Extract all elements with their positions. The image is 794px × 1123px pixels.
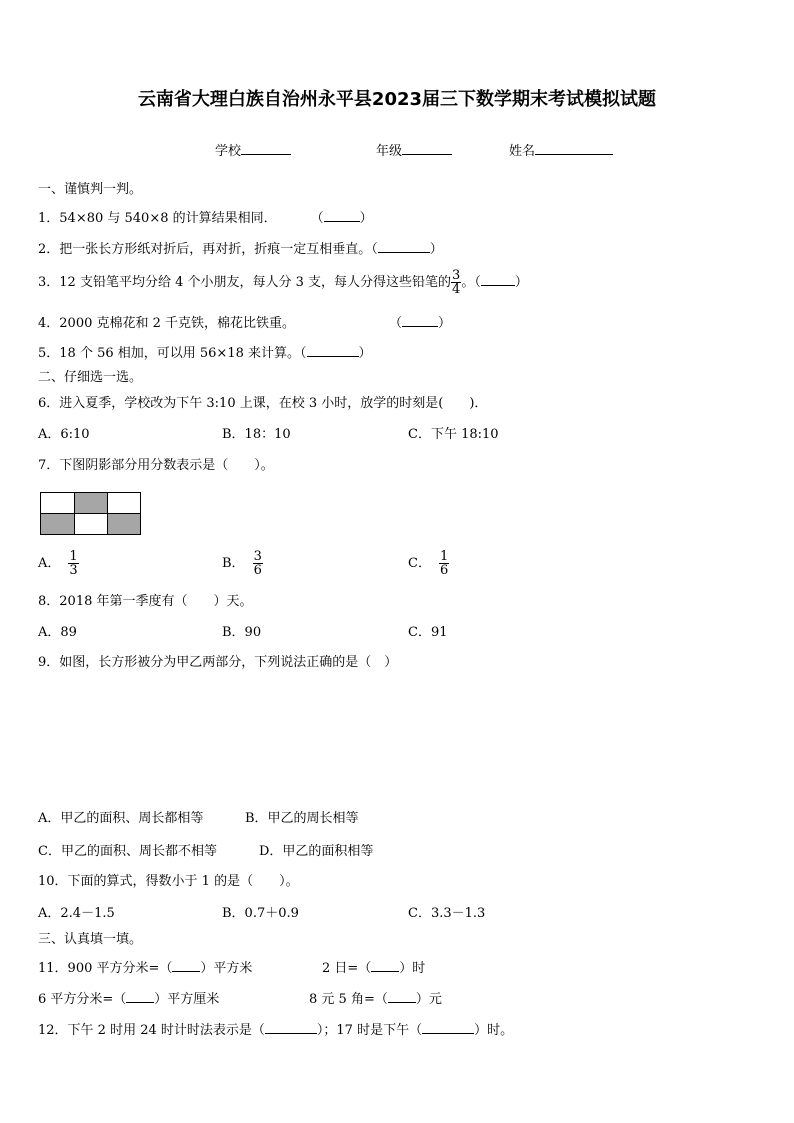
option-8c[interactable]: C．91 xyxy=(408,625,448,640)
grid-cell-shaded xyxy=(107,514,140,534)
option-7c[interactable]: C． $\frac{1}{6}$ xyxy=(408,549,449,578)
option-9d[interactable]: D．甲乙的面积相等 xyxy=(259,844,374,859)
answer-blank-3[interactable] xyxy=(481,272,515,286)
answer-blank-12a[interactable] xyxy=(265,1020,317,1034)
grid-cell xyxy=(107,493,140,513)
answer-blank-5[interactable] xyxy=(307,343,359,357)
answer-blank-11c[interactable] xyxy=(126,989,154,1003)
name-field[interactable] xyxy=(509,141,613,160)
question-7-text: 7．下图阴影部分用分数表示是（ ）。 xyxy=(38,458,274,473)
grade-field[interactable] xyxy=(376,141,452,160)
option-10a[interactable]: A．2.4－1.5 xyxy=(38,906,115,921)
grade-blank[interactable] xyxy=(402,141,452,155)
question-3-text: 3．12 支铅笔平均分给 4 个小朋友，每人分 3 支，每人分得这些铅笔的 xyxy=(38,275,452,290)
question-4-text: 4．2000 克棉花和 2 千克铁，棉花比铁重。 xyxy=(38,316,296,331)
grade-label: 年级 xyxy=(376,144,403,159)
question-5-text: 5．18 个 56 相加，可以用 56×18 来计算。（ xyxy=(38,346,307,361)
option-9c[interactable]: C．甲乙的面积、周长都不相等 xyxy=(38,844,217,859)
question-9-text: 9．如图，长方形被分为甲乙两部分，下列说法正确的是（ ） xyxy=(38,655,398,670)
question-11-part-2: 2 日=（ ）时 xyxy=(322,958,425,977)
answer-blank-12b[interactable] xyxy=(422,1020,474,1034)
answer-blank-2[interactable] xyxy=(378,239,430,253)
section-heading-1: 一、谨慎判一判。 xyxy=(38,182,143,197)
option-9a[interactable]: A．甲乙的面积、周长都相等 xyxy=(38,811,204,826)
answer-blank-11b[interactable] xyxy=(371,958,399,972)
answer-blank-11d[interactable] xyxy=(388,989,416,1003)
grid-cell-shaded xyxy=(41,514,74,534)
option-6b[interactable]: B．18：10 xyxy=(222,427,291,442)
question-8-text: 8．2018 年第一季度有（ ）天。 xyxy=(38,594,253,609)
question-12: 12．下午 2 时用 24 时计时法表示是（ ）；17 时是下午（ ）时。 xyxy=(38,1020,513,1039)
option-6a[interactable]: A．6:10 xyxy=(38,427,90,442)
question-6-text: 6．进入夏季，学校改为下午 3:10 上课，在校 3 小时，放学的时刻是( )． xyxy=(38,396,488,411)
option-6c[interactable]: C．下午 18:10 xyxy=(408,427,499,442)
option-8a[interactable]: A．89 xyxy=(38,625,77,640)
option-7b[interactable]: B． $\frac{3}{6}$ xyxy=(222,549,262,578)
question-1: 1．54×80 与 540×8 的计算结果相同． （ ） xyxy=(38,208,373,227)
question-11-part-1: 11．900 平方分米=（ ）平方米 xyxy=(38,958,252,977)
option-10c[interactable]: C．3.3－1.3 xyxy=(408,906,486,921)
option-10b[interactable]: B．0.7＋0.9 xyxy=(222,906,299,921)
grid-cell xyxy=(41,493,74,513)
answer-blank-1[interactable] xyxy=(324,208,360,222)
question-2-text: 2．把一张长方形纸对折后，再对折，折痕一定互相垂直。（ xyxy=(38,242,378,257)
section-heading-3: 三、认真填一填。 xyxy=(38,932,143,947)
school-field[interactable] xyxy=(215,141,291,160)
question-1-text: 1．54×80 与 540×8 的计算结果相同． xyxy=(38,211,277,226)
fraction-three-quarters: $\frac{3}{4}$ xyxy=(452,268,461,297)
grid-line xyxy=(41,513,140,514)
question-11-part-3: 6 平方分米=（ ）平方厘米 xyxy=(38,989,219,1008)
school-label: 学校 xyxy=(215,144,242,159)
grid-cell-shaded xyxy=(74,493,107,513)
grid-line xyxy=(107,493,108,534)
question-5: 5．18 个 56 相加，可以用 56×18 来计算。（ ） xyxy=(38,343,372,362)
name-label: 姓名 xyxy=(509,144,536,159)
school-blank[interactable] xyxy=(241,141,291,155)
grid-cell xyxy=(74,514,107,534)
question-2: 2．把一张长方形纸对折后，再对折，折痕一定互相垂直。（ ） xyxy=(38,239,443,258)
option-8b[interactable]: B．90 xyxy=(222,625,262,640)
shaded-grid-figure xyxy=(40,492,141,535)
option-9b[interactable]: B．甲乙的周长相等 xyxy=(245,811,359,826)
question-3: 3．12 支铅笔平均分给 4 个小朋友，每人分 3 支，每人分得这些铅笔的 $\frac{3}{4}$ 。（ ） xyxy=(38,268,528,297)
question-11-part-4: 8 元 5 角=（ ）元 xyxy=(309,989,442,1008)
answer-blank-11a[interactable] xyxy=(172,958,200,972)
question-4: 4．2000 克棉花和 2 千克铁，棉花比铁重。 （ ） xyxy=(38,313,451,332)
grid-line xyxy=(74,493,75,534)
section-heading-2: 二、仔细选一选。 xyxy=(38,370,143,385)
option-7a[interactable]: A． $\frac{1}{3}$ xyxy=(38,549,78,578)
answer-blank-4[interactable] xyxy=(402,313,438,327)
page-title: 云南省大理白族自治州永平县2023届三下数学期末考试模拟试题 xyxy=(137,89,657,110)
question-10-text: 10．下面的算式，得数小于 1 的是（ ）。 xyxy=(38,874,299,889)
name-blank[interactable] xyxy=(535,141,613,155)
